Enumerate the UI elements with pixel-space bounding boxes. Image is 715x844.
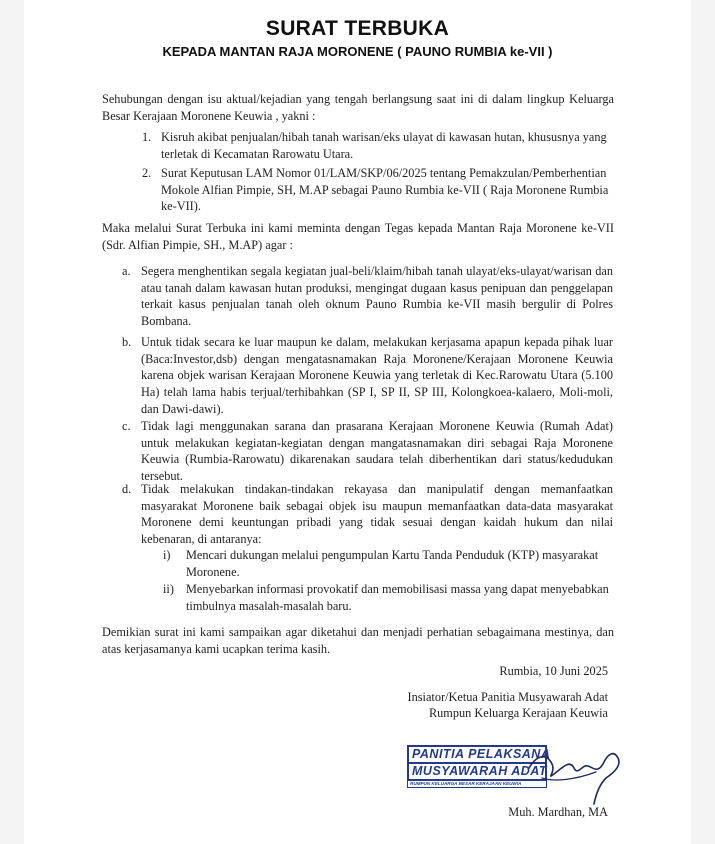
stamp-line: PANITIA PELAKSANA [407, 745, 547, 764]
demand-item: Segera menghentikan segala kegiatan jual-beli/klaim/hibah tanah ulayat/eks-ulayat/warisan dan atau tanah dalam kawasan hutan produksi, mengingat dugaan kasus penipuan dan penggelapan terkait kasus penjualan tanah oleh oknum Pauno Rumbia ke-VII masih bergulir di Polres Bombana. [141, 264, 613, 329]
sub-point-item: Menyebarkan informasi provokatif dan memobilisasi massa yang dapat menyebabkan timbulnya masalah-masalah baru. [186, 582, 609, 613]
request-paragraph: Maka melalui Surat Terbuka ini kami meminta dengan Tegas kepada Mantan Raja Moronene ke-VII (Sdr. Alfian Pimpie, SH., M.AP) agar : [102, 221, 614, 252]
intro-paragraph: Sehubungan dengan isu aktual/kejadian yang tengah berlangsung saat ini di dalam lingkup Keluarga Besar Kerajaan Moronene Keuwia , yakni : [102, 92, 614, 123]
letter-subtitle: KEPADA MANTAN RAJA MORONENE ( PAUNO RUMBIA ke-VII ) [162, 44, 553, 59]
demand-marker: d. [122, 482, 132, 496]
letter-date: Rumbia, 10 Juni 2025 [499, 664, 608, 678]
letter-title: SURAT TERBUKA [265, 17, 450, 40]
sub-point-marker: i) [163, 548, 171, 562]
demand-item: Tidak melakukan tindakan-tindakan rekayasa dan manipulatif dengan memanfaatkan masyarakat Moronene baik sebagai objek isu maupun memanfaatkan data-data masyarakat Moronene demi keuntungan pribadi yang tidak sesuai dengan kaidah hukum dan nilai kebenaran, di antaranya: [141, 482, 613, 547]
demand-marker: a. [122, 264, 131, 278]
handwritten-signature [524, 738, 624, 808]
issue-marker: 2. [142, 166, 152, 180]
demand-item: Tidak lagi menggunakan sarana dan prasarana Kerajaan Moronene Keuwia (Rumah Adat) untuk melakukan kegiatan-kegiatan dengan mangatasnamakan diri sebagai Raja Moronene Keuwia (Rumbia-Rarowatu) dikarenakan saudara telah diberhentikan dari status/kedudukan tersebut. [141, 419, 613, 484]
stamp-line: RUMPUN KELUARGA BESAR KERAJAAN KEUWIA [407, 781, 547, 788]
sub-point-item: Mencari dukungan melalui pengumpulan Kartu Tanda Penduduk (KTP) masyarakat Moronene. [186, 548, 599, 579]
letter-page [24, 0, 691, 844]
demand-marker: b. [122, 335, 132, 349]
issue-marker: 1. [142, 130, 152, 144]
demand-marker: c. [122, 419, 131, 433]
issue-item: Kisruh akibat penjualan/hibah tanah warisan/eks ulayat di kawasan hutan, khususnya yang terletak di Kecamatan Rarowatu Utara. [161, 130, 607, 161]
sub-point-marker: ii) [163, 582, 174, 596]
closing-paragraph: Demikian surat ini kami sampaikan agar diketahui dan menjadi perhatian sebagaimana mestinya, dan atas kerjasamanya kami ucapkan terima kasih. [102, 625, 614, 656]
signer-role: Insiator/Ketua Panitia Musyawarah Adat [407, 690, 608, 704]
demand-item: Untuk tidak secara ke luar maupun ke dalam, melakukan kerjasama apapun kepada pihak luar (Baca:Investor,dsb) dengan mengatasnamakan Raja Moronene/Kerajaan Moronene Keuwia karena objek warisan Kerajaan Moronene Keuwia yang terletak di Kec.Rarowatu Utara (5.100 Ha) telah lama habis terjual/terhibahkan (SP I, SP II, SP III, Kolongkoea-kalaero, Moli-moli, dan Dawi-dawi). [141, 335, 613, 416]
issue-item: Surat Keputusan LAM Nomor 01/LAM/SKP/06/2025 tentang Pemakzulan/Pemberhentian Mokole Alfian Pimpie, SH, M.AP sebagai Pauno Rumbia ke-VII ( Raja Moronene Rumbia ke-VII). [161, 166, 609, 214]
signer-name: Muh. Mardhan, MA [508, 805, 608, 819]
signer-organization: Rumpun Keluarga Kerajaan Keuwia [428, 706, 608, 720]
stamp-line: MUSYAWARAH ADAT [407, 764, 547, 781]
